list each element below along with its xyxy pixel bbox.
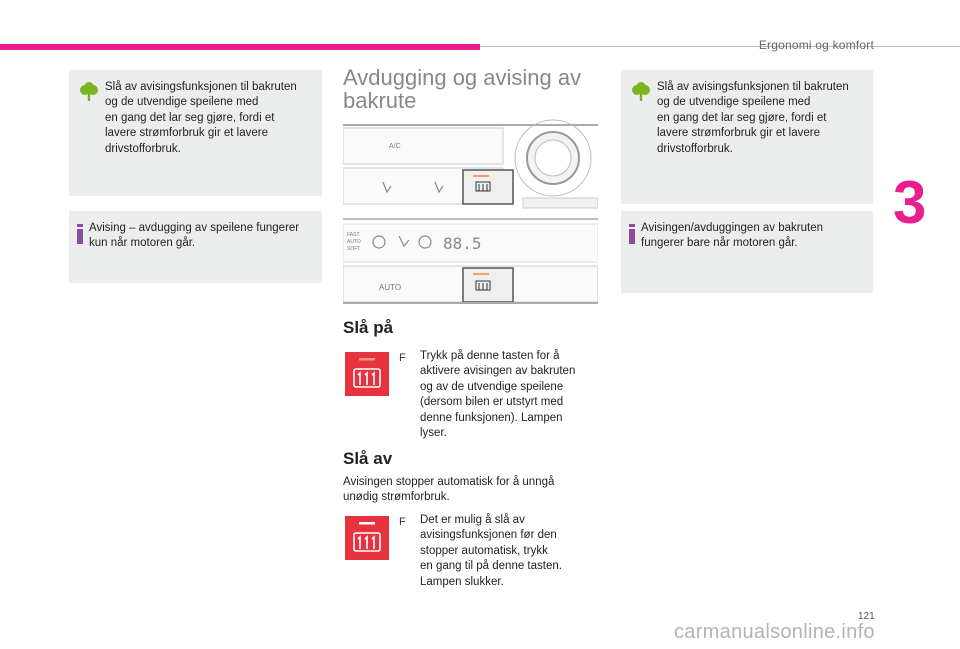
eco-note-line: en gang det lar seg gjøre, fordi et xyxy=(657,111,827,124)
on-instructions: Trykk på denne tasten for å aktivere avisingen av bakruten og av de utvendige speilene (dersom bilen er utstyrt med denne funksjonen). Lampen lyser. xyxy=(420,350,576,440)
info-icon xyxy=(629,224,635,244)
eco-note-line: Slå av avisingsfunksjonen til bakruten xyxy=(657,81,849,93)
eco-note-line: lavere strømforbruk gir et lavere xyxy=(105,127,268,140)
info-note-line: fungerer bare når motoren går. xyxy=(641,237,798,250)
eco-note-right xyxy=(621,70,873,204)
defrost-button-on xyxy=(345,352,389,396)
header-accent-bar xyxy=(0,44,480,50)
off-intro: Avisingen stopper automatisk for å unngå unødig strømforbruk. xyxy=(343,476,555,504)
climate-control-panel xyxy=(343,118,598,306)
fast-label: FAST xyxy=(347,232,360,238)
eco-note-line: en gang det lar seg gjøre, fordi et xyxy=(105,111,275,124)
section-heading: Avdugging og avising av bakrute xyxy=(343,65,582,113)
eco-note-line: drivstofforbruk. xyxy=(105,142,181,155)
auto-mode-label: AUTO xyxy=(347,239,361,245)
header-rule xyxy=(480,46,960,47)
info-icon xyxy=(77,224,83,244)
info-note-line: Avising – avdugging av speilene fungerer xyxy=(89,222,300,234)
rear-defrost-icon xyxy=(345,516,389,560)
bullet-marker: F xyxy=(399,352,406,364)
eco-note-line: lavere strømforbruk gir et lavere xyxy=(657,127,820,140)
eco-note-line: og de utvendige speilene med xyxy=(105,96,259,109)
tree-icon xyxy=(79,82,99,102)
watermark: carmanualsonline.info xyxy=(674,621,875,643)
soft-label: SOFT xyxy=(347,246,361,252)
info-note-right xyxy=(621,211,873,293)
info-note-line: kun når motoren går. xyxy=(89,237,196,250)
on-heading: Slå på xyxy=(343,318,394,337)
eco-note-left xyxy=(69,70,322,196)
eco-note-line: Slå av avisingsfunksjonen til bakruten xyxy=(105,81,297,93)
rear-defrost-icon xyxy=(345,352,389,396)
defrost-button-off xyxy=(345,516,389,560)
info-note-left xyxy=(69,211,322,283)
chapter-number: 3 xyxy=(893,169,927,236)
off-instructions: Det er mulig å slå av avisingsfunksjonen før den stopper automatisk, trykk en gang til på denne tasten. Lampen slukker. xyxy=(420,514,562,588)
section-title: Ergonomi og komfort xyxy=(758,38,874,52)
eco-note-line: og de utvendige speilene med xyxy=(657,96,811,109)
info-note-line: Avisingen/avduggingen av bakruten xyxy=(641,222,824,234)
page-number: 121 xyxy=(858,611,875,622)
bullet-marker: F xyxy=(399,516,406,528)
eco-note-line: drivstofforbruk. xyxy=(657,142,733,155)
temp-display: 88.5 xyxy=(443,234,482,253)
tree-icon xyxy=(631,82,651,102)
auto-label: AUTO xyxy=(379,283,402,292)
off-heading: Slå av xyxy=(343,449,393,468)
ac-label: A/C xyxy=(389,143,401,150)
